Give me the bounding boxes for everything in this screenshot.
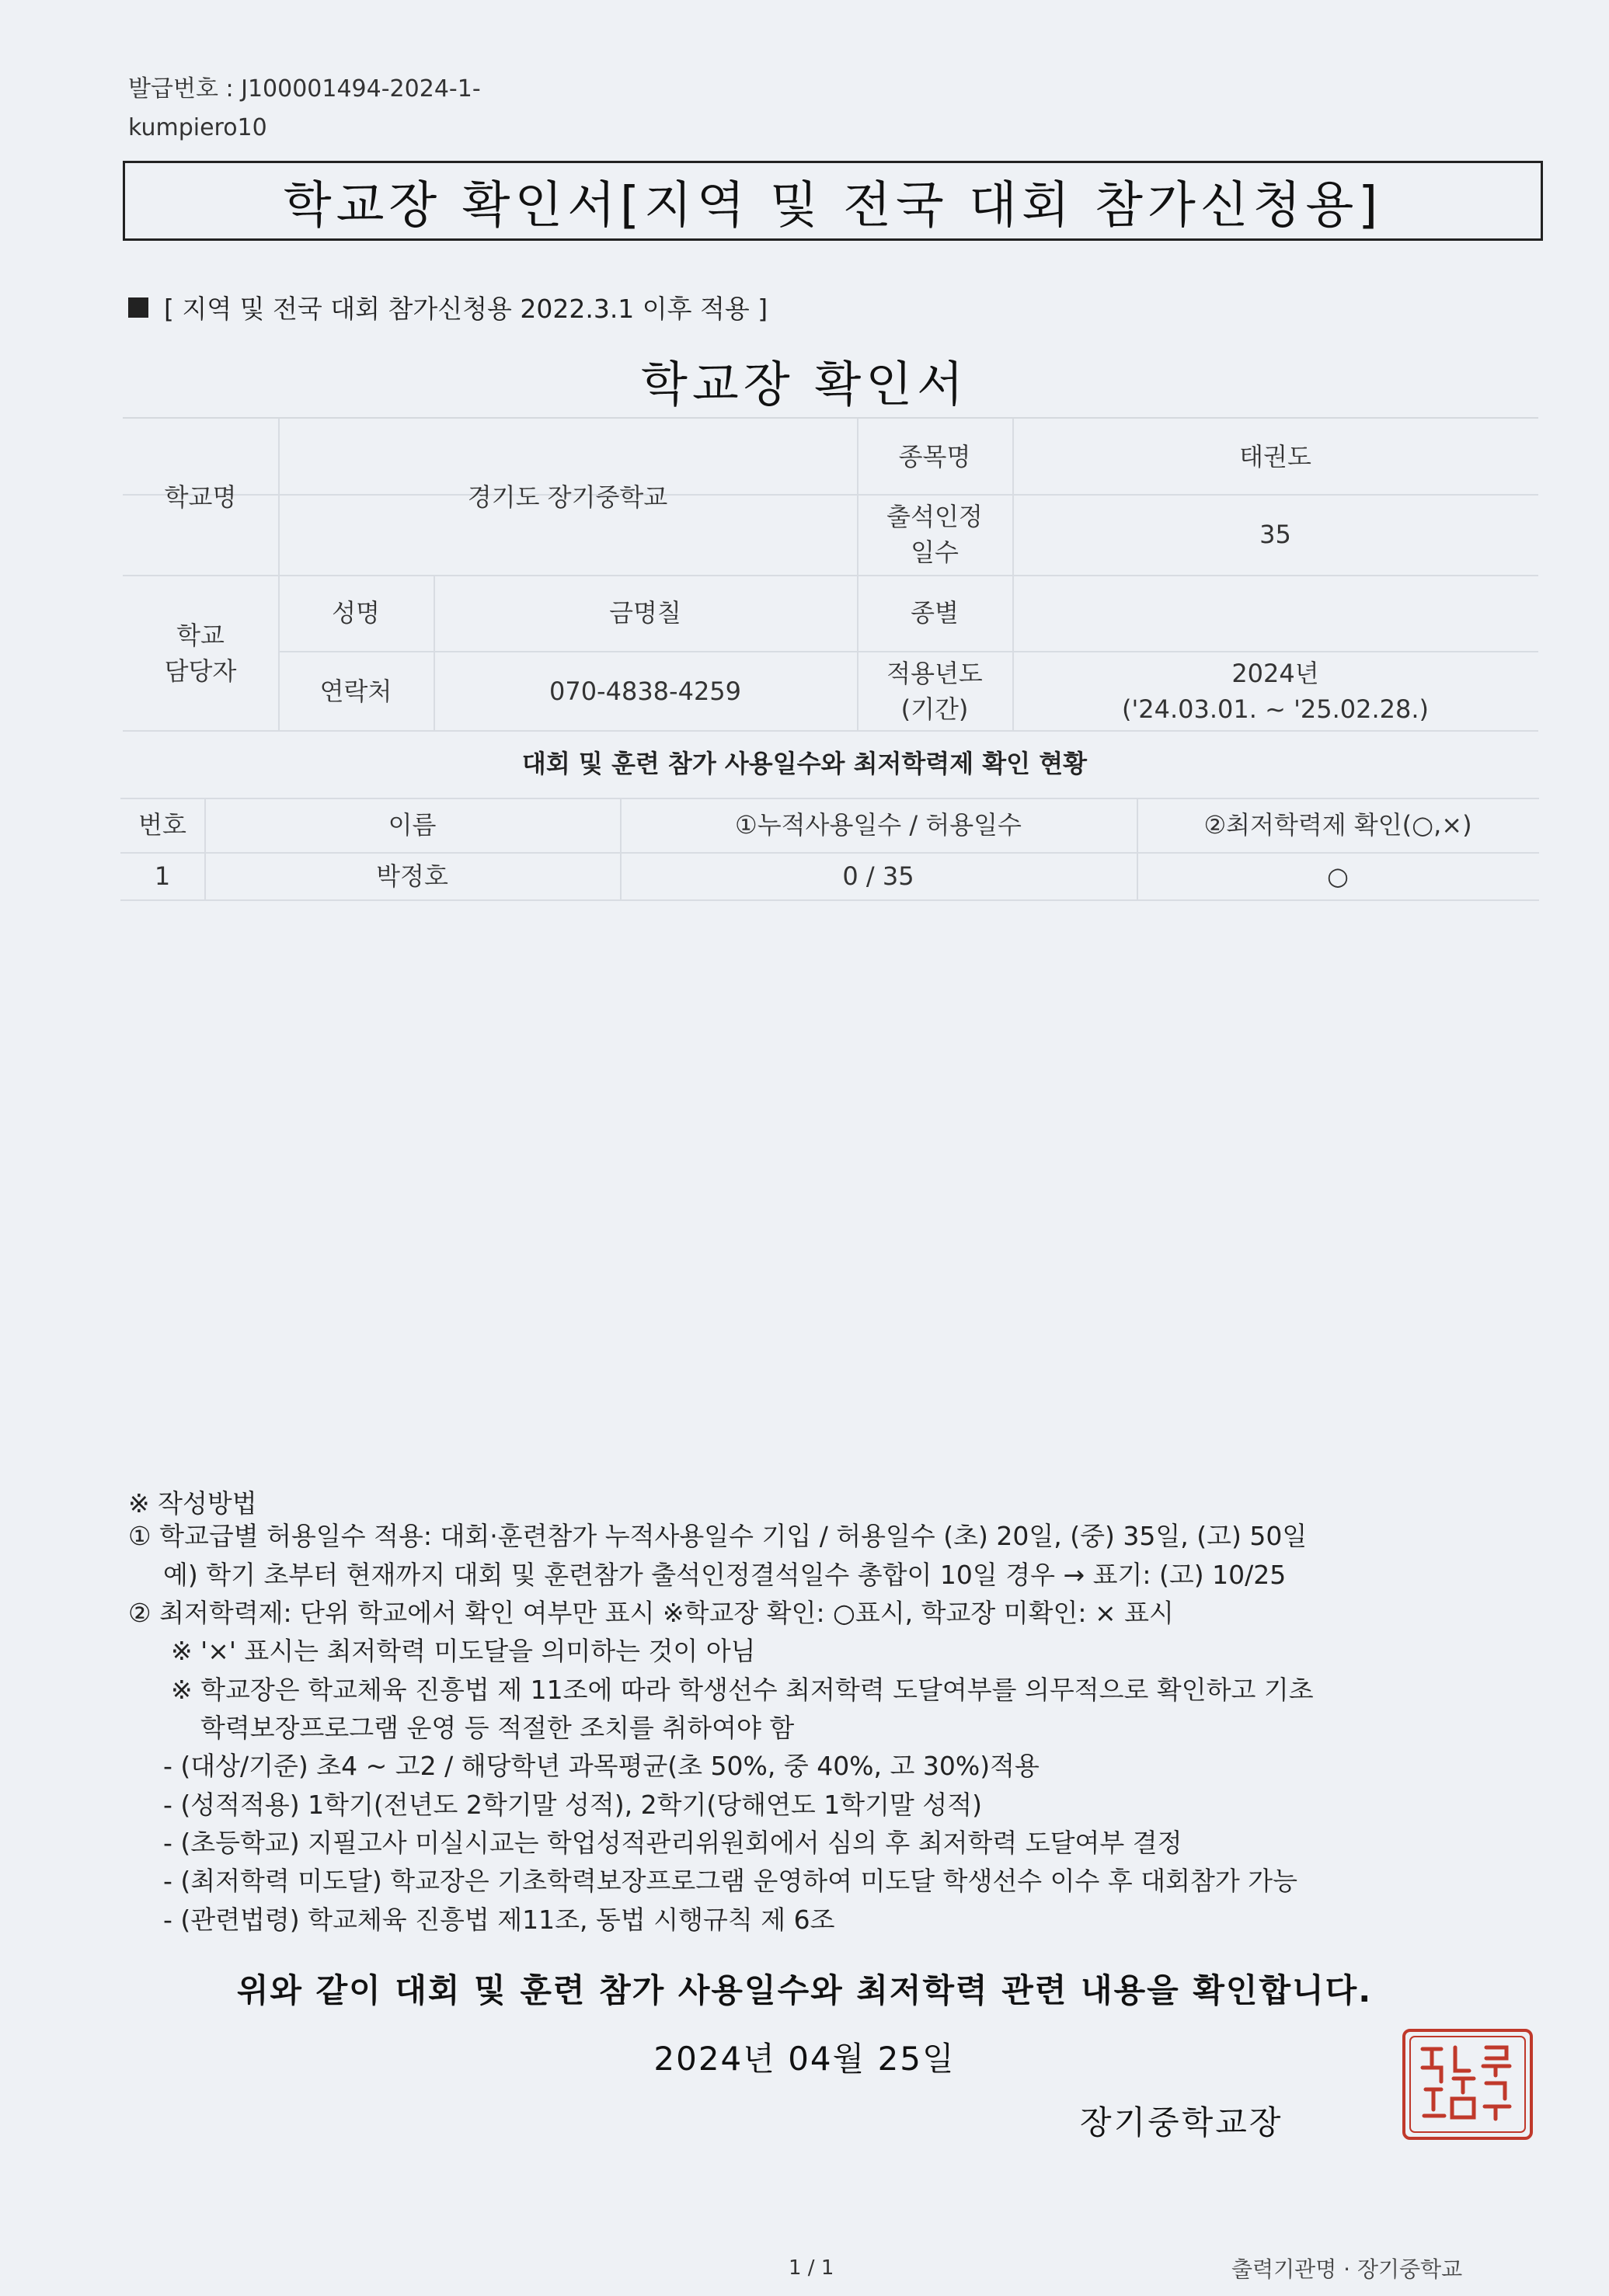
issue-number-line2: kumpiero10 bbox=[128, 114, 267, 141]
school-name-value: 경기도 장기중학교 bbox=[467, 482, 668, 512]
square-bullet-icon bbox=[128, 297, 148, 318]
instruction-line: ① 학교급별 허용일수 적용: 대회·훈련참가 누적사용일수 기입 / 허용일수 (초) 20일, (중) 35일, (고) 50일 bbox=[128, 1521, 1308, 1551]
issue-number-line1: 발급번호 : J100001494-2024-1- bbox=[128, 75, 481, 103]
official-seal bbox=[1402, 2029, 1533, 2140]
manager-name-value: 금명칠 bbox=[609, 598, 681, 628]
header-number: 번호 bbox=[138, 810, 186, 840]
student-status-table bbox=[120, 798, 1539, 901]
instruction-line: - (대상/기준) 초4 ~ 고2 / 해당학년 과목평균(초 50%, 중 40%, 고 30%)적용 bbox=[163, 1751, 1040, 1781]
issue-number bbox=[128, 70, 481, 148]
issue-date: 2024년 04월 25일 bbox=[653, 2040, 956, 2078]
row-name: 박정호 bbox=[376, 861, 448, 891]
issuing-institution: 출력기관명 · 장기중학교 bbox=[1231, 2256, 1463, 2282]
manager-label: 학교 담당자 bbox=[164, 621, 237, 686]
section-heading: 학교장 확인서 bbox=[640, 356, 969, 412]
instruction-line: ② 최저학력제: 단위 학교에서 확인 여부만 표시 ※학교장 확인: ○표시, 학교장 미확인: × 표시 bbox=[128, 1598, 1174, 1628]
confirmation-statement: 위와 같이 대회 및 훈련 참가 사용일수와 최저학력 관련 내용을 확인합니다. bbox=[236, 1971, 1373, 2009]
contact-value: 070-4838-4259 bbox=[549, 677, 742, 706]
document-title: 학교장 확인서[지역 및 전국 대회 참가신청용] bbox=[123, 161, 1543, 241]
attendance-days-value: 35 bbox=[1259, 520, 1291, 549]
attendance-days-label: 출석인정 일수 bbox=[886, 502, 983, 567]
instruction-line: - (최저학력 미도달) 학교장은 기초학력보장프로그램 운영하여 미도달 학생선수 이수 후 대회참가 가능 bbox=[163, 1866, 1298, 1896]
seal-stamp-icon bbox=[1405, 2032, 1530, 2137]
row-min-academic: ○ bbox=[1327, 861, 1349, 891]
instruction-line: ※ '×' 표시는 최저학력 미도달을 의미하는 것이 아님 bbox=[171, 1636, 756, 1666]
header-name: 이름 bbox=[388, 810, 437, 840]
manager-name-label: 성명 bbox=[332, 598, 380, 628]
instruction-line: - (성적적용) 1학기(전년도 2학기말 성적), 2학기(당해연도 1학기말 성적) bbox=[163, 1790, 983, 1820]
instruction-line: 학력보장프로그램 운영 등 적절한 조치를 취하여야 함 bbox=[200, 1713, 795, 1743]
school-info-table bbox=[123, 417, 1538, 730]
page-number: 1 / 1 bbox=[789, 2256, 834, 2280]
contact-label: 연락처 bbox=[319, 677, 392, 706]
instruction-line: ※ 학교장은 학교체육 진흥법 제 11조에 따라 학생선수 최저학력 도달여부를 의무적으로 확인하고 기초 bbox=[171, 1675, 1314, 1705]
notice-text: [ 지역 및 전국 대회 참가신청용 2022.3.1 이후 적용 ] bbox=[164, 294, 768, 324]
instructions-title: ※ 작성방법 bbox=[128, 1488, 257, 1518]
instruction-line: - (관련법령) 학교체육 진흥법 제11조, 동법 시행규칙 제 6조 bbox=[163, 1905, 835, 1935]
header-min-academic: ②최저학력제 확인(○,×) bbox=[1203, 810, 1472, 840]
sport-label: 종목명 bbox=[898, 441, 971, 471]
category-label: 종별 bbox=[911, 598, 959, 628]
application-year-value: 2024년 ('24.03.01. ~ '25.02.28.) bbox=[1121, 659, 1430, 724]
school-name-label: 학교명 bbox=[164, 482, 237, 512]
category-value bbox=[1012, 575, 1538, 651]
status-section-title: 대회 및 훈련 참가 사용일수와 최저학력제 확인 현황 bbox=[521, 749, 1088, 778]
instruction-line: - (초등학교) 지필고사 미실시교는 학업성적관리위원회에서 심의 후 최저학력 도달여부 결정 bbox=[163, 1828, 1182, 1858]
header-used-days: ①누적사용일수 / 허용일수 bbox=[735, 810, 1022, 840]
principal-title: 장기중학교장 bbox=[1080, 2103, 1283, 2141]
row-used-days: 0 / 35 bbox=[842, 861, 914, 891]
sport-value: 태권도 bbox=[1239, 441, 1311, 471]
applicability-notice bbox=[128, 289, 768, 325]
application-year-label: 적용년도 (기간) bbox=[886, 659, 983, 724]
instruction-line: 예) 학기 초부터 현재까지 대회 및 훈련참가 출석인정결석일수 총합이 10일 경우 → 표기: (고) 10/25 bbox=[163, 1560, 1287, 1590]
row-number: 1 bbox=[154, 861, 171, 891]
